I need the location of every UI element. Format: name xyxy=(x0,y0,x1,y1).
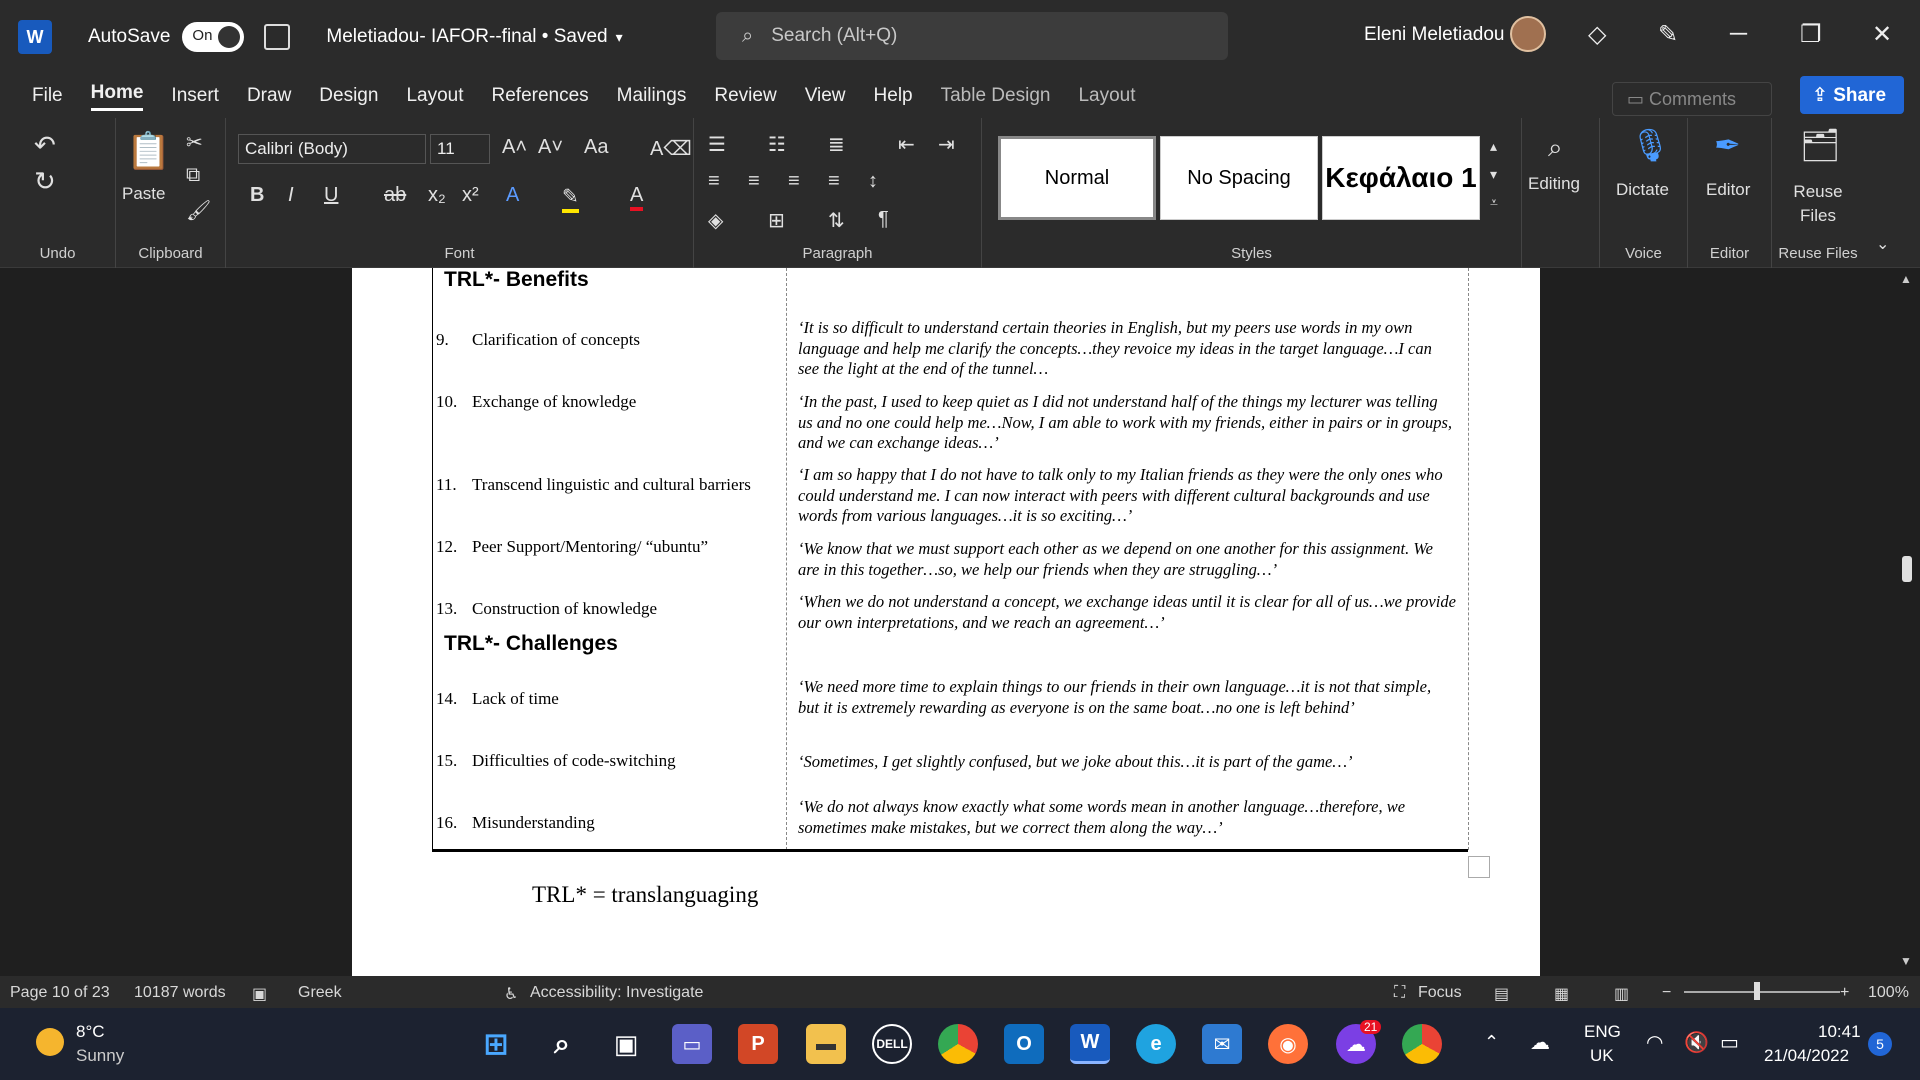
scroll-down-icon[interactable]: ▼ xyxy=(1900,954,1912,968)
row-14-label: Lack of time xyxy=(472,689,559,708)
search-taskbar-icon[interactable]: ⌕ xyxy=(554,1027,570,1059)
voice-group xyxy=(1600,118,1688,268)
notifications-badge[interactable]: 5 xyxy=(1868,1032,1892,1056)
share-label: Share xyxy=(1833,85,1887,106)
align-left-icon[interactable]: ≡ xyxy=(708,170,720,192)
show-marks-icon[interactable]: ¶ xyxy=(878,208,889,230)
editor-group-label: Editor xyxy=(1709,245,1750,262)
status-bar xyxy=(0,976,1920,1008)
shrink-font-icon[interactable]: A˅ xyxy=(538,136,564,158)
clock-time[interactable]: 10:41 xyxy=(1818,1022,1861,1041)
reuse-files-icon[interactable]: 🗂 xyxy=(1800,127,1841,163)
paragraph-group xyxy=(694,118,982,268)
redo-icon[interactable]: ↻ xyxy=(34,166,56,196)
comment-icon: ▭ xyxy=(1627,89,1650,109)
editing-group xyxy=(1522,118,1600,268)
font-name-select[interactable] xyxy=(238,134,426,164)
paragraph-group-label: Paragraph xyxy=(802,245,873,262)
tab-home[interactable]: Home xyxy=(91,82,144,111)
powerpoint-icon[interactable]: P xyxy=(738,1024,778,1064)
ribbon xyxy=(0,118,1920,268)
row-12-quote: ‘We know that we must support each other as we depend on one another for this assignment. We are in this together…so, we help our friends when they are struggling…’ xyxy=(798,539,1433,579)
styles-group xyxy=(982,118,1522,268)
grow-font-icon[interactable]: A˄ xyxy=(502,136,528,158)
autosave-toggle[interactable] xyxy=(182,22,244,52)
style-heading1-label: Κεφάλαιο 1 xyxy=(1325,162,1477,193)
chat-icon[interactable]: ▭ xyxy=(672,1024,712,1064)
row-13-label: Construction of knowledge xyxy=(472,599,658,618)
microphone-icon[interactable]: 🎙 xyxy=(1630,127,1671,163)
row-13-number: 13. xyxy=(436,599,458,618)
zoom-slider-thumb[interactable] xyxy=(1754,982,1760,1000)
comments-label: Comments xyxy=(1649,89,1737,109)
autosave-state: On xyxy=(192,27,213,44)
editor-button[interactable]: Editor xyxy=(1706,180,1751,199)
chrome-profile-icon[interactable] xyxy=(1402,1024,1442,1064)
style-heading1[interactable] xyxy=(1322,136,1480,220)
weather-condition[interactable]: Sunny xyxy=(76,1046,125,1065)
font-size-select[interactable] xyxy=(430,134,490,164)
format-painter-icon[interactable]: 🖌 xyxy=(186,200,212,222)
row-16-label: Misunderstanding xyxy=(472,813,595,832)
styles-scroll-down-icon[interactable]: ▾ xyxy=(1490,166,1498,182)
table-resize-handle[interactable] xyxy=(1468,856,1490,878)
outlook-icon[interactable]: O xyxy=(1004,1024,1044,1064)
underline-icon[interactable]: U xyxy=(324,184,339,206)
row-14-quote: ‘We need more time to explain things to our friends in their own language…it is not that simple, but it is extremely rewarding as everyone is on the same boat…no one is left behind’ xyxy=(798,677,1432,717)
shading-icon[interactable]: ◈ xyxy=(708,210,724,232)
undo-group-label: Undo xyxy=(39,245,76,262)
zoom-in-icon[interactable]: + xyxy=(1840,984,1850,1001)
user-name[interactable]: Eleni Meletiadou xyxy=(1364,24,1505,45)
dictate-button[interactable]: Dictate xyxy=(1616,180,1669,199)
zoom-out-icon[interactable]: − xyxy=(1662,984,1672,1001)
tab-table-design[interactable]: Table Design xyxy=(940,85,1051,106)
row-11-quote: ‘I am so happy that I do not have to talk only to my Italian friends as they were the only ones who could understand me. I can now interact with peers with different cultural backgrounds and use words from various languages…it is so exciting…’ xyxy=(798,465,1443,525)
word-app-icon: W xyxy=(18,20,52,54)
title-bar xyxy=(0,0,1920,74)
onedrive-icon[interactable]: ☁ xyxy=(1530,1032,1550,1054)
minimize-icon[interactable]: ─ xyxy=(1730,20,1748,47)
row-10-quote: ‘In the past, I used to keep quiet as I did not understand half of the things my lecturer was telling us and no one could help me…Now, I am able to work with my friends, either in pairs or in groups, and we can exchange ideas…’ xyxy=(798,392,1453,452)
mail-icon[interactable]: ✉ xyxy=(1202,1024,1242,1064)
text-effects-icon[interactable]: A xyxy=(506,184,520,206)
font-group-label: Font xyxy=(444,245,475,262)
styles-group-label: Styles xyxy=(1231,245,1272,262)
row-10-number: 10. xyxy=(436,392,458,411)
strikethrough-icon[interactable]: ab xyxy=(384,184,407,206)
align-right-icon[interactable]: ≡ xyxy=(788,170,800,192)
table-right-border xyxy=(1468,268,1469,850)
chevron-up-icon[interactable]: ⌃ xyxy=(1484,1032,1500,1052)
footnote: TRL* = translanguaging xyxy=(532,882,759,907)
borders-icon[interactable]: ⊞ xyxy=(768,210,785,232)
editor-pen-icon[interactable]: ✒ xyxy=(1714,127,1741,163)
dell-icon[interactable]: DELL xyxy=(872,1024,912,1064)
collapse-ribbon-icon[interactable]: ⌄ xyxy=(1876,236,1890,253)
firefox-icon[interactable]: ◉ xyxy=(1268,1024,1308,1064)
file-explorer-icon[interactable]: ▬ xyxy=(806,1024,846,1064)
tab-mailings[interactable]: Mailings xyxy=(616,85,687,106)
chevron-down-icon[interactable]: ▾ xyxy=(615,28,623,45)
bullets-icon[interactable]: ☰ xyxy=(708,134,726,156)
document-title[interactable]: Meletiadou- IAFOR--final • Saved xyxy=(326,26,608,47)
row-9-label: Clarification of concepts xyxy=(472,330,641,349)
font-name-value: Calibri (Body) xyxy=(245,139,348,158)
tab-file[interactable]: File xyxy=(32,85,63,106)
paste-icon[interactable]: 📋 xyxy=(126,130,171,171)
tab-table-layout[interactable]: Layout xyxy=(1078,85,1136,106)
benefits-heading: TRL*- Benefits xyxy=(444,268,589,291)
tab-insert[interactable]: Insert xyxy=(171,85,219,106)
font-size-value: 11 xyxy=(437,139,455,158)
focus-button[interactable]: Focus xyxy=(1418,984,1462,1001)
copy-icon[interactable]: ⧉ xyxy=(186,164,201,186)
row-10-label: Exchange of knowledge xyxy=(472,392,637,411)
proofing-icon[interactable]: ▣ xyxy=(252,986,268,1003)
volume-muted-icon[interactable]: 🔇 xyxy=(1684,1032,1709,1054)
table-bottom-border xyxy=(432,849,1468,852)
decrease-indent-icon[interactable]: ⇤ xyxy=(898,134,915,156)
scroll-up-icon[interactable]: ▲ xyxy=(1900,272,1912,286)
zoom-level[interactable]: 100% xyxy=(1868,984,1909,1001)
tab-layout[interactable]: Layout xyxy=(406,85,464,106)
reuse-files-button[interactable]: Reuse Files xyxy=(1793,182,1843,225)
undo-icon[interactable]: ↶ xyxy=(34,130,56,160)
restore-icon[interactable]: ❐ xyxy=(1800,21,1822,48)
font-color-icon[interactable]: A xyxy=(630,184,643,211)
save-icon[interactable] xyxy=(264,24,290,50)
row-12-label: Peer Support/Mentoring/ “ubuntu” xyxy=(472,537,709,556)
clear-format-icon[interactable]: A⌫ xyxy=(650,138,692,160)
tab-view[interactable]: View xyxy=(804,85,846,106)
tab-design[interactable]: Design xyxy=(319,85,379,106)
weather-sun-icon[interactable] xyxy=(36,1028,64,1056)
language-bottom[interactable]: UK xyxy=(1590,1046,1614,1065)
autosave-label: AutoSave xyxy=(88,26,171,47)
accessibility-icon: ♿ xyxy=(504,986,519,1003)
sort-icon[interactable]: ⇅ xyxy=(828,210,845,232)
styles-scroll-up-icon[interactable]: ▴ xyxy=(1490,138,1498,154)
close-icon[interactable]: ✕ xyxy=(1872,21,1893,48)
cut-icon[interactable]: ✂ xyxy=(186,132,203,154)
tab-references[interactable]: References xyxy=(491,85,589,106)
web-layout-icon[interactable]: ▥ xyxy=(1614,986,1630,1003)
row-9-number: 9. xyxy=(436,330,449,349)
row-12-number: 12. xyxy=(436,537,458,556)
print-layout-icon[interactable]: ▦ xyxy=(1554,986,1570,1003)
row-14-number: 14. xyxy=(436,689,458,708)
messenger-badge: 21 xyxy=(1360,1020,1381,1034)
toggle-knob xyxy=(218,26,240,48)
font-group xyxy=(226,118,694,268)
align-center-icon[interactable]: ≡ xyxy=(748,170,760,192)
taskbar xyxy=(0,1008,1920,1080)
paste-label[interactable]: Paste xyxy=(122,184,166,203)
tab-help[interactable]: Help xyxy=(873,85,913,106)
bold-icon[interactable]: B xyxy=(250,184,265,206)
challenges-heading: TRL*- Challenges xyxy=(444,632,618,655)
numbering-icon[interactable]: ☷ xyxy=(768,134,786,156)
italic-icon[interactable]: I xyxy=(288,184,294,206)
find-icon[interactable]: ⌕ xyxy=(1548,132,1563,162)
word-taskbar-icon[interactable]: W xyxy=(1070,1024,1110,1064)
clipboard-group-label: Clipboard xyxy=(138,245,203,262)
windows-start-icon[interactable]: ⊞ xyxy=(483,1027,509,1061)
temperature[interactable]: 8°C xyxy=(76,1022,105,1041)
multilevel-list-icon[interactable]: ≣ xyxy=(828,134,845,156)
increase-indent-icon[interactable]: ⇥ xyxy=(938,134,955,156)
style-normal-label: Normal xyxy=(1044,166,1110,189)
tab-review[interactable]: Review xyxy=(714,85,777,106)
editor-group xyxy=(1688,118,1772,268)
share-icon: ⇪ xyxy=(1812,85,1834,106)
wifi-icon[interactable]: ◠ xyxy=(1646,1032,1664,1054)
language-status[interactable]: Greek xyxy=(298,984,342,1001)
row-16-quote: ‘We do not always know exactly what some words mean in another language…therefore, we sometimes make mistakes, but we correct them along the way…’ xyxy=(798,797,1406,837)
justify-icon[interactable]: ≡ xyxy=(828,170,840,192)
zoom-slider[interactable] xyxy=(1684,991,1840,993)
search-icon: ⌕ xyxy=(742,24,754,47)
search-input[interactable] xyxy=(716,12,1228,60)
read-mode-icon[interactable]: ▤ xyxy=(1494,986,1510,1003)
table-left-border xyxy=(432,268,433,850)
task-view-icon[interactable]: ▣ xyxy=(613,1028,639,1059)
row-15-label: Difficulties of code-switching xyxy=(472,751,676,770)
change-case-icon[interactable]: Aa xyxy=(584,136,609,158)
style-no-spacing-label: No Spacing xyxy=(1187,166,1291,189)
row-11-label: Transcend linguistic and cultural barriers xyxy=(472,475,751,494)
row-15-quote: ‘Sometimes, I get slightly confused, but we joke about this…it is part of the game…’ xyxy=(798,752,1353,771)
clock-date[interactable]: 21/04/2022 xyxy=(1764,1046,1850,1065)
row-15-number: 15. xyxy=(436,751,458,770)
word-count[interactable]: 10187 words xyxy=(134,984,226,1001)
voice-group-label: Voice xyxy=(1625,245,1662,262)
clipboard-group xyxy=(116,118,226,268)
subscript-icon[interactable]: x₂ xyxy=(428,184,446,206)
line-spacing-icon[interactable]: ↕ xyxy=(868,170,878,192)
chrome-icon[interactable] xyxy=(938,1024,978,1064)
editing-button[interactable]: Editing xyxy=(1528,174,1580,193)
accessibility-status[interactable]: Accessibility: Investigate xyxy=(530,984,704,1001)
search-placeholder: Search (Alt+Q) xyxy=(771,25,898,46)
edge-icon[interactable]: e xyxy=(1136,1024,1176,1064)
reuse-files-group-label: Reuse Files xyxy=(1778,245,1858,262)
row-16-number: 16. xyxy=(436,813,458,832)
diamond-icon[interactable]: ◇ xyxy=(1588,21,1607,48)
undo-group xyxy=(0,118,116,268)
messenger-icon[interactable]: ☁ xyxy=(1336,1024,1376,1064)
styles-expand-icon[interactable]: ⩡ xyxy=(1490,194,1498,210)
avatar[interactable] xyxy=(1510,16,1546,52)
row-13-quote: ‘When we do not understand a concept, we exchange ideas until it is clear for all of us…we provide our own interpretations, and we reach an agreement…’ xyxy=(798,592,1456,632)
highlight-icon[interactable]: ✎ xyxy=(562,184,579,213)
tab-draw[interactable]: Draw xyxy=(246,85,292,106)
style-no-spacing[interactable] xyxy=(1160,136,1318,220)
comments-button[interactable] xyxy=(1612,82,1772,116)
table-column-divider xyxy=(786,268,787,850)
vertical-scrollbar-thumb[interactable] xyxy=(1902,556,1912,582)
superscript-icon[interactable]: x² xyxy=(462,184,479,206)
reuse-files-group xyxy=(1772,118,1864,268)
row-9-quote: ‘It is so difficult to understand certain theories in English, but my peers use words in my own language and help me clarify the concepts…they revoice my ideas in the target language…I can see the light at the end of the tunnel… xyxy=(798,318,1432,378)
style-normal[interactable] xyxy=(998,136,1156,220)
focus-icon: ⛶ xyxy=(1394,984,1406,1001)
language-top[interactable]: ENG xyxy=(1584,1022,1621,1041)
page-count[interactable]: Page 10 of 23 xyxy=(10,984,110,1001)
battery-icon[interactable]: ▭ xyxy=(1720,1032,1739,1054)
pen-icon[interactable]: ✎ xyxy=(1658,21,1679,48)
share-button[interactable] xyxy=(1800,76,1904,114)
row-11-number: 11. xyxy=(436,475,457,494)
